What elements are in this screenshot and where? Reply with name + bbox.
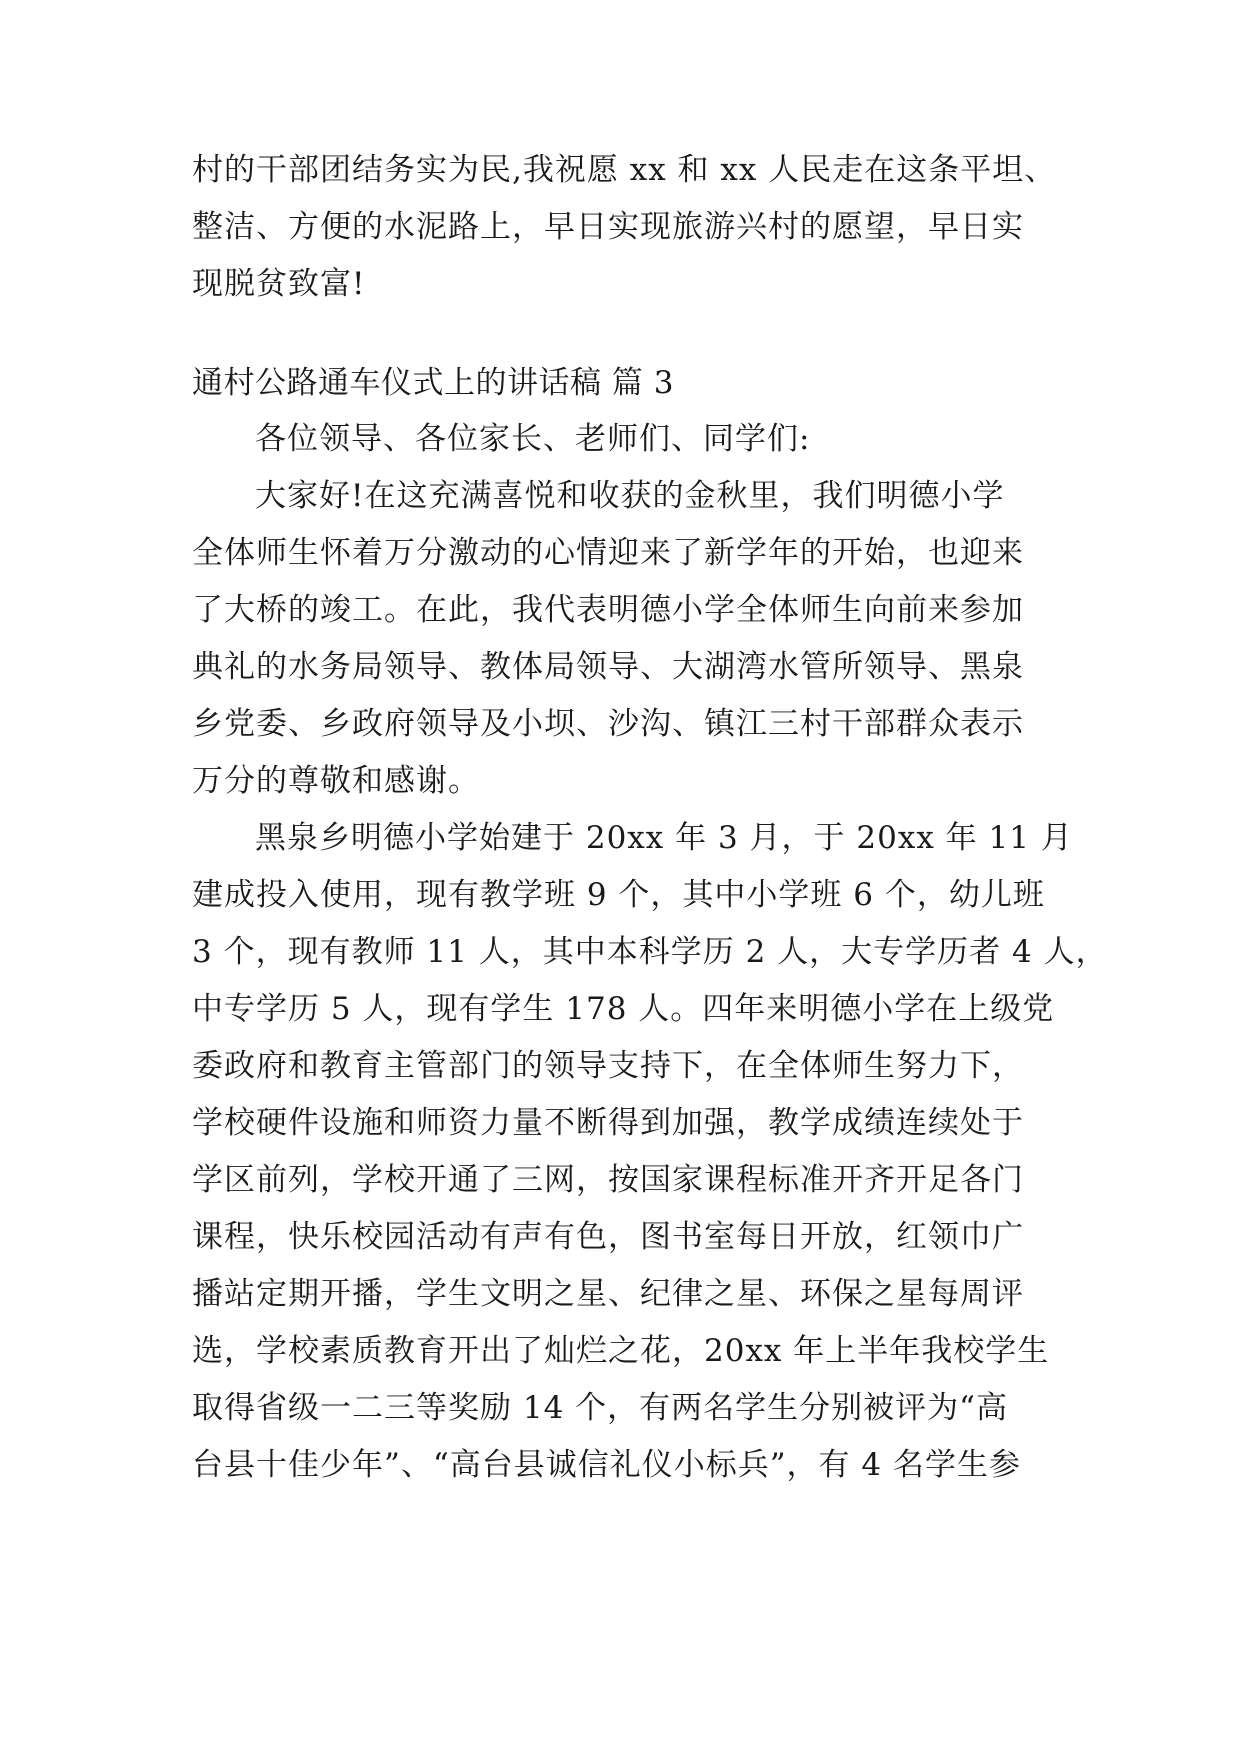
paragraph2-line-11: 取得省级一二三等奖励 14 个，有两名学生分别被评为“高 xyxy=(192,1390,1008,1426)
section-title: 通村公路通车仪式上的讲话稿 篇 3 xyxy=(192,365,674,401)
paragraph1-line-2: 全体师生怀着万分激动的心情迎来了新学年的开始，也迎来 xyxy=(192,535,1024,571)
greeting: 各位领导、各位家长、老师们、同学们: xyxy=(255,421,811,457)
intro-line-2: 整洁、方便的水泥路上，早日实现旅游兴村的愿望，早日实 xyxy=(192,209,1024,245)
intro-line-1: 村的干部团结务实为民,我祝愿 xx 和 xx 人民走在这条平坦、 xyxy=(192,152,1057,188)
paragraph2-line-4: 中专学历 5 人，现有学生 178 人。四年来明德小学在上级党 xyxy=(192,991,1055,1027)
paragraph1-line-4: 典礼的水务局领导、教体局领导、大湖湾水管所领导、黑泉 xyxy=(192,649,1024,685)
paragraph2-line-2: 建成投入使用，现有教学班 9 个，其中小学班 6 个，幼儿班 xyxy=(192,877,1045,913)
paragraph2-line-7: 学区前列，学校开通了三网，按国家课程标准开齐开足各门 xyxy=(192,1162,1024,1198)
paragraph1-line-6: 万分的尊敬和感谢。 xyxy=(192,763,480,799)
paragraph2-line-10: 选，学校素质教育开出了灿烂之花，20xx 年上半年我校学生 xyxy=(192,1333,1050,1369)
paragraph2-line-3: 3 个，现有教师 11 人，其中本科学历 2 人，大专学历者 4 人， xyxy=(192,934,1108,970)
paragraph1-line-1: 大家好!在这充满喜悦和收获的金秋里，我们明德小学 xyxy=(255,478,1005,514)
paragraph2-line-8: 课程，快乐校园活动有声有色，图书室每日开放，红领巾广 xyxy=(192,1219,1024,1255)
paragraph1-line-3: 了大桥的竣工。在此，我代表明德小学全体师生向前来参加 xyxy=(192,592,1024,628)
paragraph2-line-6: 学校硬件设施和师资力量不断得到加强，教学成绩连续处于 xyxy=(192,1105,1024,1141)
paragraph1-line-5: 乡党委、乡政府领导及小坝、沙沟、镇江三村干部群众表示 xyxy=(192,706,1024,742)
paragraph2-line-9: 播站定期开播，学生文明之星、纪律之星、环保之星每周评 xyxy=(192,1276,1024,1312)
paragraph2-line-5: 委政府和教育主管部门的领导支持下，在全体师生努力下， xyxy=(192,1048,1024,1084)
paragraph2-line-1: 黑泉乡明德小学始建于 20xx 年 3 月，于 20xx 年 11 月 xyxy=(255,820,1073,856)
intro-line-3: 现脱贫致富! xyxy=(192,266,366,302)
paragraph2-line-12: 台县十佳少年”、“高台县诚信礼仪小标兵”，有 4 名学生参 xyxy=(192,1447,1021,1483)
